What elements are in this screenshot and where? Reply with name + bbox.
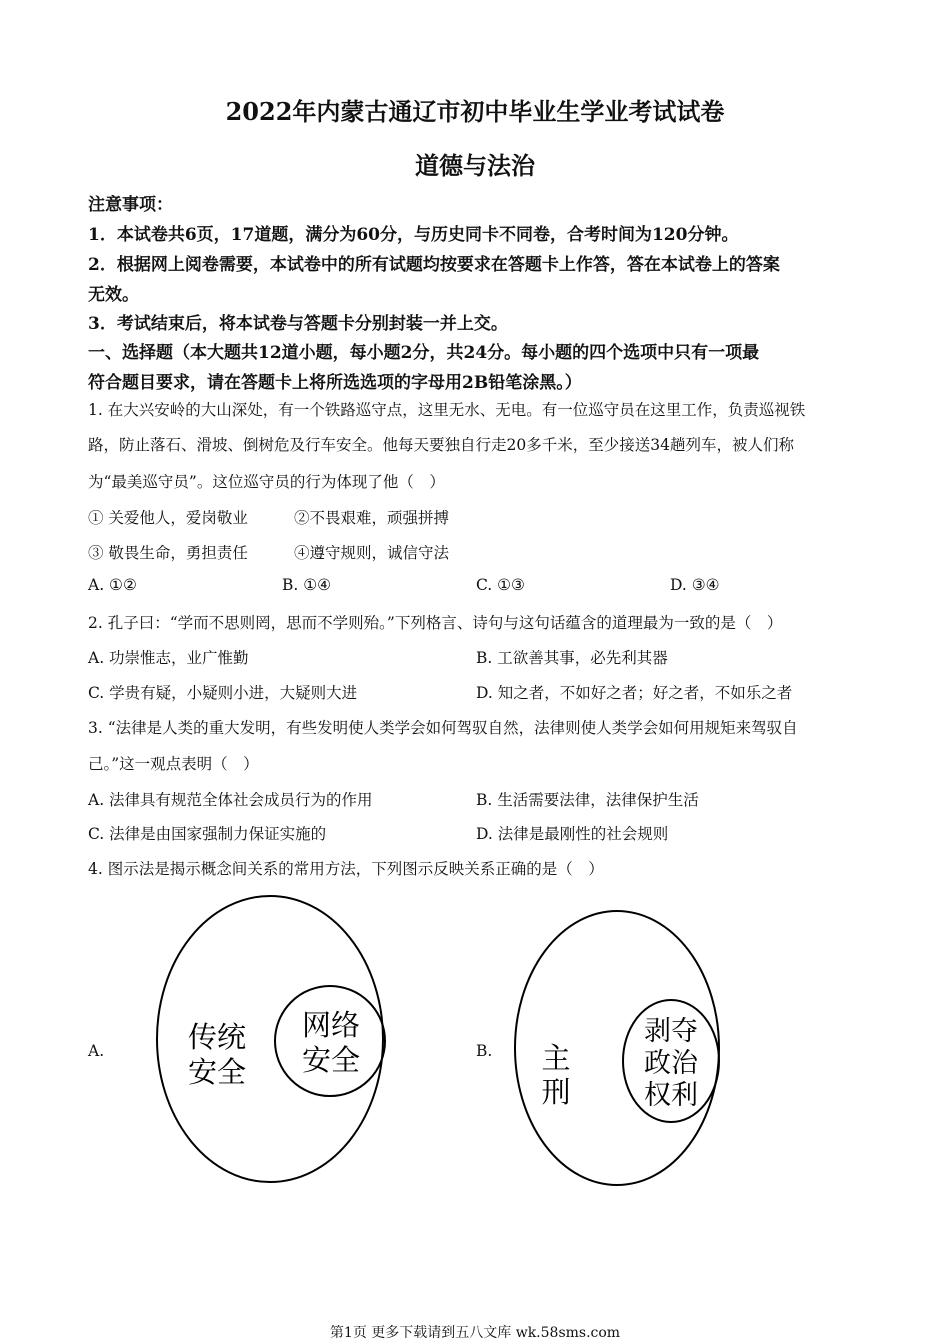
notes-item-2-cont: 无效。 xyxy=(88,285,139,305)
notes-item-1: 1．本试卷共6页，17道题，满分为60分，与历史同卡不同卷，合考时间为120分钟。 xyxy=(88,225,739,245)
q4-diagram-b xyxy=(505,905,735,1195)
diagram-b-inner-text-1: 剥夺 xyxy=(644,1016,698,1047)
q2-option-c: C. 学贵有疑，小疑则小进，大疑则大进 xyxy=(88,684,358,702)
q1-option-c: C. ①③ xyxy=(476,576,525,594)
diagram-b-outer-text-2: 刑 xyxy=(541,1075,571,1109)
q4-stem: 4. 图示法是揭示概念间关系的常用方法，下列图示反映关系正确的是（ ） xyxy=(88,860,604,878)
q3-option-a: A. 法律具有规范全体社会成员行为的作用 xyxy=(88,791,373,809)
q1-stem-line-2: 路，防止落石、滑坡、倒树危及行车安全。他每天要独自行走20多千米，至少接送34趟列车，被人们称 xyxy=(88,436,794,454)
q4-option-b-label: B. xyxy=(476,1042,493,1060)
diagram-a-outer-text-1: 传统 xyxy=(187,1020,247,1054)
q2-option-b: B. 工欲善其事，必先利其器 xyxy=(476,649,668,667)
q3-stem-line-2: 己。”这一观点表明（ ） xyxy=(88,755,259,773)
q1-statement-1: ① 关爱他人，爱岗敬业 xyxy=(88,509,248,527)
diagram-b-inner-text-3: 权利 xyxy=(644,1080,698,1111)
q3-stem-line-1: 3. “法律是人类的重大发明，有些发明使人类学会如何驾驭自然，法律则使人类学会如何用规矩来驾驭自 xyxy=(88,719,798,737)
section-heading: 一、选择题（本大题共12道小题，每小题2分，共24分。每小题的四个选项中只有一项最 xyxy=(88,343,760,363)
section-heading-cont: 符合题目要求，请在答题卡上将所选选项的字母用2B铅笔涂黑。） xyxy=(88,373,582,393)
q1-stem-line-3: 为“最美巡守员”。这位巡守员的行为体现了他（ ） xyxy=(88,473,445,491)
diagram-a-outer-text-2: 安全 xyxy=(187,1055,247,1089)
q3-option-d: D. 法律是最刚性的社会规则 xyxy=(476,825,669,843)
q4-option-a-label: A. xyxy=(88,1042,105,1060)
diagram-b-inner-text-2: 政治 xyxy=(644,1048,698,1079)
q1-option-b: B. ①④ xyxy=(282,576,332,594)
q1-statement-4: ④遵守规则，诚信守法 xyxy=(294,544,450,562)
subject-title: 道德与法治 xyxy=(415,151,535,180)
q2-stem: 2. 孔子曰：“学而不思则罔，思而不学则殆。”下列格言、诗句与这句话蕴含的道理最为一致的是（ ） xyxy=(88,614,783,632)
q3-option-c: C. 法律是由国家强制力保证实施的 xyxy=(88,825,327,843)
q1-statement-2: ②不畏艰难，顽强拼搏 xyxy=(294,509,450,527)
q3-option-b: B. 生活需要法律，法律保护生活 xyxy=(476,791,699,809)
page-footer: 第1页 更多下载请到五八文库 wk.58sms.com xyxy=(329,1325,621,1341)
notes-item-3: 3．考试结束后，将本试卷与答题卡分别封装一并上交。 xyxy=(88,314,508,334)
q4-diagram-a xyxy=(150,895,400,1195)
q1-statement-3: ③ 敬畏生命，勇担责任 xyxy=(88,544,248,562)
diagram-a-inner-text-1: 网络 xyxy=(301,1008,361,1042)
diagram-b-outer-text-1: 主 xyxy=(541,1041,571,1075)
notes-item-2: 2．根据网上阅卷需要，本试卷中的所有试题均按要求在答题卡上作答，答在本试卷上的答案 xyxy=(88,255,780,275)
q1-option-a: A. ①② xyxy=(88,576,137,594)
q2-option-a: A. 功崇惟志，业广惟勤 xyxy=(88,649,249,667)
notes-heading: 注意事项： xyxy=(88,195,173,215)
q1-option-d: D. ③④ xyxy=(670,576,720,594)
q2-option-d: D. 知之者，不如好之者；好之者，不如乐之者 xyxy=(476,684,793,702)
q1-stem-line-1: 1. 在大兴安岭的大山深处，有一个铁路巡守点，这里无水、无电。有一位巡守员在这里工作，负责巡视铁 xyxy=(88,401,806,419)
exam-title: 2022年内蒙古通辽市初中毕业生学业考试试卷 xyxy=(225,97,725,126)
diagram-a-inner-text-2: 安全 xyxy=(301,1043,361,1077)
